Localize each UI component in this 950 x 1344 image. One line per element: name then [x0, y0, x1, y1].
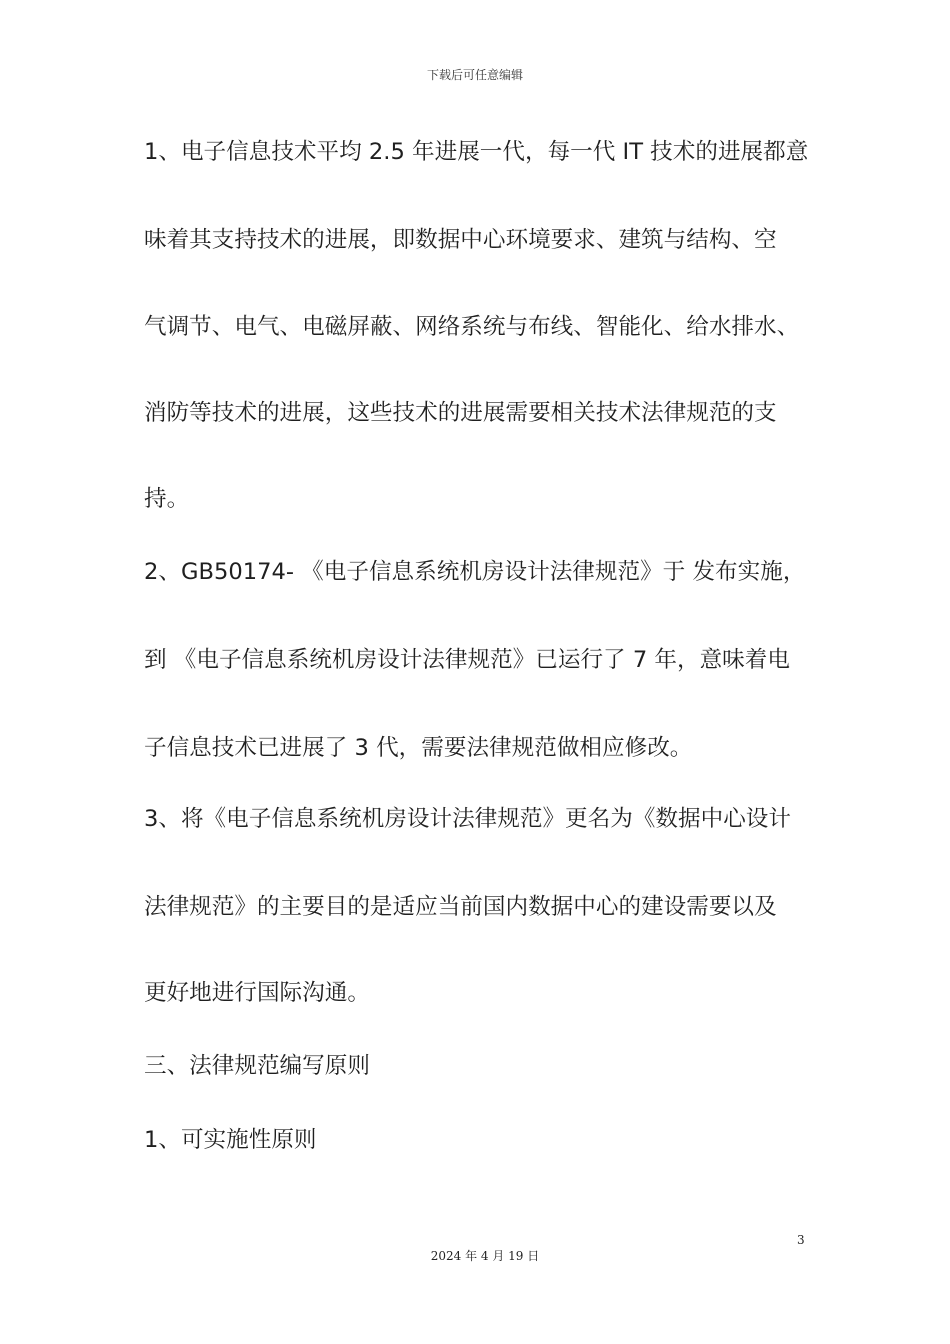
body-text-line: 1、电子信息技术平均 2.5 年进展一代，每一代 IT 技术的进展都意 [144, 139, 809, 165]
header-note: 下载后可任意编辑 [426, 68, 523, 82]
subsection-heading: 1、可实施性原则 [144, 1127, 317, 1153]
body-text-line: 气调节、电气、电磁屏蔽、网络系统与布线、智能化、给水排水、 [144, 314, 800, 340]
body-text-line: 到 《电子信息系统机房设计法律规范》已运行了 7 年，意味着电 [144, 647, 790, 673]
body-text-line: 更好地进行国际沟通。 [144, 980, 370, 1006]
body-text-line: 2、GB50174- 《电子信息系统机房设计法律规范》于 发布实施， [144, 559, 806, 585]
page-number: 3 [797, 1233, 805, 1247]
body-text-line: 3、将《电子信息系统机房设计法律规范》更名为《数据中心设计 [144, 806, 791, 832]
body-text-line: 持。 [144, 486, 190, 512]
footer-date: 2024 年 4 月 19 日 [430, 1249, 540, 1263]
body-text-line: 子信息技术已进展了 3 代，需要法律规范做相应修改。 [144, 735, 693, 761]
body-text-line: 法律规范》的主要目的是适应当前国内数据中心的建设需要以及 [144, 894, 777, 920]
section-heading: 三、法律规范编写原则 [144, 1053, 370, 1079]
body-text-line: 消防等技术的进展，这些技术的进展需要相关技术法律规范的支 [144, 400, 777, 426]
body-text-line: 味着其支持技术的进展，即数据中心环境要求、建筑与结构、空 [144, 227, 777, 253]
